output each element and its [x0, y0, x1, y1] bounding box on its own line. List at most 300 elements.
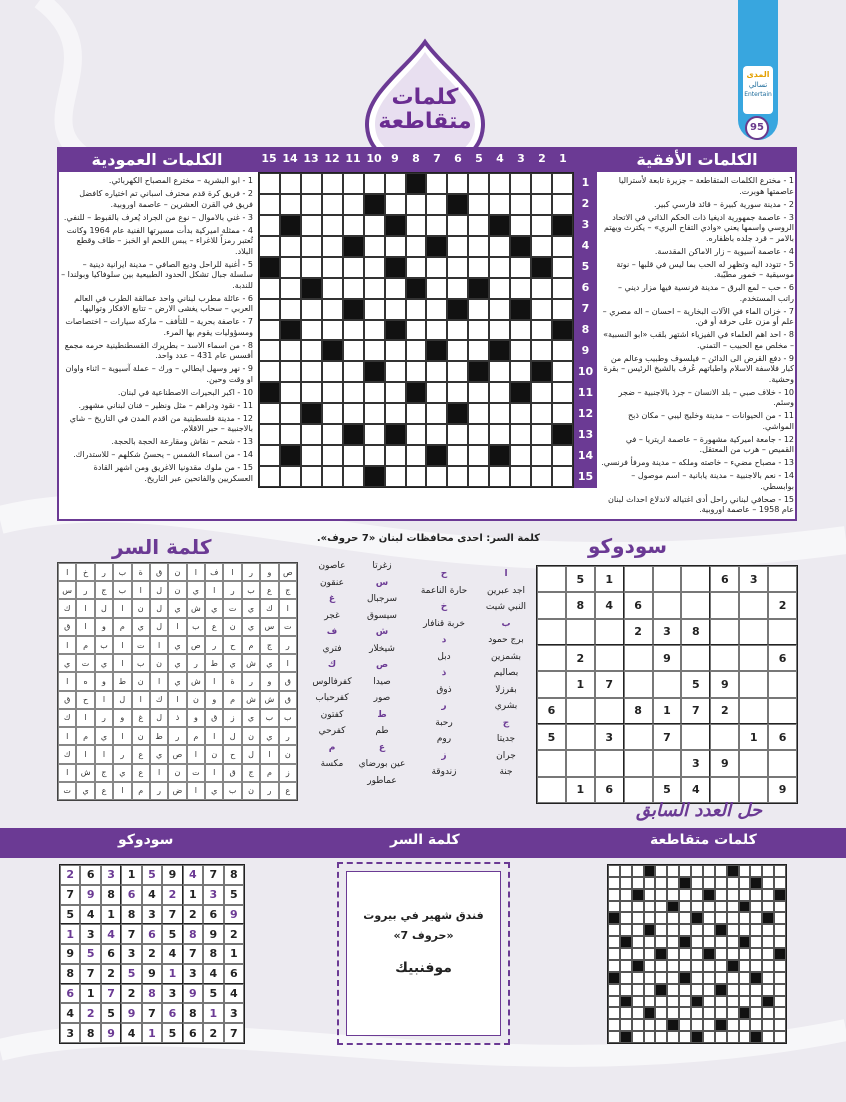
sudoku-cell[interactable] — [710, 592, 739, 618]
crossword-cell[interactable] — [447, 320, 468, 341]
crossword-cell[interactable] — [447, 257, 468, 278]
word-search-cell[interactable]: و — [95, 672, 113, 690]
crossword-cell[interactable] — [447, 466, 468, 487]
word-search-cell[interactable]: ن — [168, 563, 186, 581]
crossword-cell[interactable] — [406, 466, 427, 487]
word-search-cell[interactable]: ي — [205, 782, 223, 800]
word-search-cell[interactable]: م — [242, 636, 260, 654]
crossword-cell[interactable] — [552, 299, 573, 320]
word-search-cell[interactable]: ص — [187, 636, 205, 654]
crossword-cell[interactable] — [552, 382, 573, 403]
word-search-cell[interactable]: ح — [223, 636, 241, 654]
word-search-cell[interactable]: ي — [242, 618, 260, 636]
crossword-cell[interactable] — [531, 299, 552, 320]
word-search-cell[interactable]: ا — [58, 764, 76, 782]
sudoku-cell[interactable]: 4 — [681, 777, 710, 803]
word-search-cell[interactable]: ر — [242, 563, 260, 581]
sudoku-cell[interactable] — [739, 645, 768, 671]
crossword-cell[interactable] — [343, 215, 364, 236]
word-search-cell[interactable]: ل — [95, 599, 113, 617]
crossword-cell[interactable] — [426, 320, 447, 341]
sudoku-cell[interactable] — [566, 698, 595, 724]
crossword-cell[interactable] — [426, 257, 447, 278]
word-search-cell[interactable]: ل — [150, 618, 168, 636]
crossword-cell[interactable] — [489, 361, 510, 382]
crossword-cell[interactable] — [552, 236, 573, 257]
crossword-cell[interactable] — [468, 236, 489, 257]
word-search-cell[interactable]: ش — [187, 599, 205, 617]
sudoku-cell[interactable]: 9 — [710, 750, 739, 776]
crossword-cell[interactable] — [385, 361, 406, 382]
crossword-cell[interactable] — [447, 236, 468, 257]
crossword-cell[interactable] — [426, 215, 447, 236]
crossword-cell[interactable] — [426, 299, 447, 320]
word-search-cell[interactable]: ك — [150, 691, 168, 709]
word-search-cell[interactable]: ش — [242, 654, 260, 672]
sudoku-cell[interactable] — [624, 645, 653, 671]
word-search-cell[interactable]: ه — [76, 672, 94, 690]
sudoku-cell[interactable] — [710, 645, 739, 671]
crossword-cell[interactable] — [322, 424, 343, 445]
crossword-cell[interactable] — [510, 215, 531, 236]
word-search-cell[interactable]: ط — [205, 654, 223, 672]
word-search-cell[interactable]: ط — [150, 727, 168, 745]
crossword-cell[interactable] — [531, 320, 552, 341]
word-search-cell[interactable]: ي — [260, 727, 278, 745]
crossword-cell[interactable] — [301, 257, 322, 278]
sudoku-cell[interactable]: 3 — [739, 566, 768, 592]
sudoku-cell[interactable]: 5 — [653, 777, 682, 803]
sudoku-cell[interactable] — [681, 592, 710, 618]
crossword-cell[interactable] — [489, 382, 510, 403]
crossword-cell[interactable] — [364, 236, 385, 257]
word-search-cell[interactable]: ا — [205, 581, 223, 599]
word-search-cell[interactable]: م — [223, 691, 241, 709]
crossword-cell[interactable] — [531, 466, 552, 487]
crossword-cell[interactable] — [364, 445, 385, 466]
word-search-cell[interactable]: و — [113, 709, 131, 727]
word-search-cell[interactable]: ل — [150, 581, 168, 599]
crossword-cell[interactable] — [343, 361, 364, 382]
word-search-cell[interactable]: ل — [242, 745, 260, 763]
word-search-cell[interactable]: ت — [279, 618, 297, 636]
sudoku-cell[interactable] — [768, 750, 797, 776]
sudoku-cell[interactable] — [537, 750, 566, 776]
crossword-cell[interactable] — [385, 173, 406, 194]
word-search-cell[interactable]: ي — [223, 654, 241, 672]
word-search-cell[interactable]: ا — [113, 599, 131, 617]
sudoku-cell[interactable]: 8 — [681, 619, 710, 645]
word-search-cell[interactable]: ا — [58, 727, 76, 745]
crossword-cell[interactable] — [259, 361, 280, 382]
crossword-cell[interactable] — [447, 445, 468, 466]
word-search-cell[interactable]: ب — [260, 709, 278, 727]
sudoku-cell[interactable] — [768, 698, 797, 724]
crossword-cell[interactable] — [343, 403, 364, 424]
crossword-cell[interactable] — [385, 194, 406, 215]
crossword-cell[interactable] — [426, 382, 447, 403]
word-search-cell[interactable]: ش — [242, 691, 260, 709]
crossword-cell[interactable] — [447, 382, 468, 403]
sudoku-cell[interactable] — [595, 750, 624, 776]
crossword-cell[interactable] — [322, 403, 343, 424]
crossword-cell[interactable] — [406, 320, 427, 341]
crossword-cell[interactable] — [343, 194, 364, 215]
word-search-cell[interactable]: ي — [205, 599, 223, 617]
crossword-cell[interactable] — [343, 257, 364, 278]
crossword-cell[interactable] — [510, 424, 531, 445]
crossword-cell[interactable] — [280, 173, 301, 194]
crossword-cell[interactable] — [280, 403, 301, 424]
word-search-cell[interactable]: م — [132, 782, 150, 800]
sudoku-cell[interactable] — [739, 750, 768, 776]
word-search-cell[interactable]: ت — [223, 599, 241, 617]
word-search-cell[interactable]: ا — [168, 691, 186, 709]
word-search-cell[interactable]: ن — [132, 599, 150, 617]
word-search-cell[interactable]: ا — [76, 709, 94, 727]
sudoku-cell[interactable]: 9 — [710, 671, 739, 697]
crossword-cell[interactable] — [280, 257, 301, 278]
crossword-cell[interactable] — [531, 278, 552, 299]
crossword-cell[interactable] — [468, 424, 489, 445]
word-search-cell[interactable]: ن — [187, 691, 205, 709]
crossword-cell[interactable] — [531, 424, 552, 445]
crossword-cell[interactable] — [301, 424, 322, 445]
crossword-cell[interactable] — [426, 278, 447, 299]
word-search-cell[interactable]: ر — [95, 563, 113, 581]
crossword-cell[interactable] — [510, 257, 531, 278]
crossword-cell[interactable] — [259, 466, 280, 487]
sudoku-cell[interactable]: 1 — [566, 671, 595, 697]
word-search-cell[interactable]: ك — [260, 599, 278, 617]
crossword-cell[interactable] — [364, 403, 385, 424]
crossword-cell[interactable] — [406, 424, 427, 445]
crossword-cell[interactable] — [426, 466, 447, 487]
sudoku-cell[interactable] — [768, 671, 797, 697]
word-search-cell[interactable]: م — [76, 727, 94, 745]
crossword-cell[interactable] — [531, 236, 552, 257]
word-search-cell[interactable]: ش — [260, 691, 278, 709]
word-search-cell[interactable]: ي — [168, 599, 186, 617]
crossword-cell[interactable] — [552, 466, 573, 487]
crossword-cell[interactable] — [280, 278, 301, 299]
word-search-cell[interactable]: و — [187, 709, 205, 727]
sudoku-cell[interactable]: 3 — [681, 750, 710, 776]
sudoku-cell[interactable]: 3 — [595, 724, 624, 750]
word-search-cell[interactable]: ا — [150, 764, 168, 782]
word-search-cell[interactable]: ت — [58, 782, 76, 800]
crossword-cell[interactable] — [280, 236, 301, 257]
crossword-cell[interactable] — [280, 424, 301, 445]
crossword-cell[interactable] — [301, 215, 322, 236]
word-search-cell[interactable]: ع — [95, 782, 113, 800]
word-search-cell[interactable]: غ — [132, 709, 150, 727]
crossword-cell[interactable] — [447, 361, 468, 382]
word-search-cell[interactable]: ا — [58, 636, 76, 654]
word-search-cell[interactable]: ر — [279, 727, 297, 745]
word-search-cell[interactable]: ض — [168, 782, 186, 800]
word-search-cell[interactable]: ف — [205, 563, 223, 581]
crossword-cell[interactable] — [552, 403, 573, 424]
crossword-cell[interactable] — [301, 382, 322, 403]
sudoku-cell[interactable]: 5 — [566, 566, 595, 592]
crossword-cell[interactable] — [468, 173, 489, 194]
word-search-cell[interactable]: ش — [187, 672, 205, 690]
word-search-cell[interactable]: خ — [76, 563, 94, 581]
crossword-cell[interactable] — [343, 466, 364, 487]
crossword-cell[interactable] — [301, 445, 322, 466]
sudoku-cell[interactable] — [681, 566, 710, 592]
crossword-cell[interactable] — [385, 382, 406, 403]
word-search-cell[interactable]: ج — [242, 764, 260, 782]
sudoku-cell[interactable]: 2 — [624, 619, 653, 645]
crossword-cell[interactable] — [468, 466, 489, 487]
sudoku-cell[interactable] — [681, 724, 710, 750]
word-search-cell[interactable]: ع — [260, 581, 278, 599]
crossword-cell[interactable] — [343, 320, 364, 341]
word-search-cell[interactable]: ق — [223, 764, 241, 782]
crossword-cell[interactable] — [468, 403, 489, 424]
word-search-cell[interactable]: و — [260, 563, 278, 581]
crossword-cell[interactable] — [489, 403, 510, 424]
crossword-cell[interactable] — [385, 466, 406, 487]
sudoku-cell[interactable]: 6 — [624, 592, 653, 618]
word-search-cell[interactable]: ا — [58, 672, 76, 690]
crossword-cell[interactable] — [510, 466, 531, 487]
sudoku-cell[interactable] — [739, 698, 768, 724]
word-search-cell[interactable]: ن — [168, 764, 186, 782]
word-search-cell[interactable]: ا — [205, 764, 223, 782]
crossword-cell[interactable] — [259, 299, 280, 320]
crossword-cell[interactable] — [552, 173, 573, 194]
word-search-cell[interactable]: ا — [58, 563, 76, 581]
crossword-cell[interactable] — [426, 424, 447, 445]
word-search-cell[interactable]: ر — [187, 654, 205, 672]
word-search-cell[interactable]: ر — [150, 782, 168, 800]
word-search-cell[interactable]: ع — [132, 764, 150, 782]
crossword-cell[interactable] — [301, 466, 322, 487]
sudoku-cell[interactable] — [566, 750, 595, 776]
word-search-cell[interactable]: ا — [187, 745, 205, 763]
sudoku-cell[interactable] — [739, 671, 768, 697]
sudoku-cell[interactable] — [681, 645, 710, 671]
crossword-cell[interactable] — [385, 299, 406, 320]
crossword-cell[interactable] — [322, 257, 343, 278]
crossword-cell[interactable] — [322, 361, 343, 382]
sudoku-cell[interactable] — [537, 671, 566, 697]
word-search-cell[interactable]: ن — [223, 618, 241, 636]
sudoku-cell[interactable]: 8 — [624, 698, 653, 724]
crossword-cell[interactable] — [364, 424, 385, 445]
word-search-cell[interactable]: ا — [150, 672, 168, 690]
sudoku-cell[interactable] — [653, 750, 682, 776]
crossword-cell[interactable] — [531, 340, 552, 361]
crossword-cell[interactable] — [259, 173, 280, 194]
crossword-cell[interactable] — [385, 278, 406, 299]
word-search-cell[interactable]: ا — [260, 745, 278, 763]
word-search-cell[interactable]: س — [58, 581, 76, 599]
word-search-cell[interactable]: ش — [76, 764, 94, 782]
sudoku-cell[interactable]: 7 — [681, 698, 710, 724]
word-search-cell[interactable]: ي — [242, 599, 260, 617]
crossword-cell[interactable] — [322, 466, 343, 487]
crossword-cell[interactable] — [343, 382, 364, 403]
crossword-cell[interactable] — [322, 278, 343, 299]
sudoku-cell[interactable] — [566, 619, 595, 645]
crossword-cell[interactable] — [301, 299, 322, 320]
sudoku-cell[interactable]: 6 — [768, 645, 797, 671]
word-search-cell[interactable]: ي — [187, 581, 205, 599]
word-search-cell[interactable]: ر — [242, 672, 260, 690]
word-search-cell[interactable]: ي — [168, 672, 186, 690]
crossword-cell[interactable] — [364, 278, 385, 299]
word-search-cell[interactable]: ن — [132, 672, 150, 690]
crossword-cell[interactable] — [322, 445, 343, 466]
sudoku-cell[interactable] — [595, 619, 624, 645]
word-search-cell[interactable]: ر — [279, 636, 297, 654]
sudoku-cell[interactable] — [537, 619, 566, 645]
word-search-cell[interactable]: ا — [95, 745, 113, 763]
word-search-cell[interactable]: ي — [95, 654, 113, 672]
crossword-cell[interactable] — [468, 194, 489, 215]
crossword-cell[interactable] — [280, 299, 301, 320]
word-search-cell[interactable]: ك — [58, 599, 76, 617]
sudoku-cell[interactable] — [537, 645, 566, 671]
word-search-cell[interactable]: م — [187, 727, 205, 745]
crossword-cell[interactable] — [468, 340, 489, 361]
crossword-cell[interactable] — [280, 466, 301, 487]
sudoku-cell[interactable]: 9 — [768, 777, 797, 803]
crossword-cell[interactable] — [343, 340, 364, 361]
crossword-cell[interactable] — [531, 173, 552, 194]
crossword-cell[interactable] — [322, 215, 343, 236]
crossword-cell[interactable] — [259, 403, 280, 424]
crossword-cell[interactable] — [364, 299, 385, 320]
word-search-cell[interactable]: ح — [223, 745, 241, 763]
word-search-cell[interactable]: ن — [168, 581, 186, 599]
word-search-cell[interactable]: ج — [95, 764, 113, 782]
word-search-cell[interactable]: ر — [205, 636, 223, 654]
sudoku-cell[interactable]: 1 — [653, 698, 682, 724]
crossword-cell[interactable] — [531, 194, 552, 215]
crossword-cell[interactable] — [406, 215, 427, 236]
crossword-cell[interactable] — [489, 257, 510, 278]
sudoku-cell[interactable] — [768, 566, 797, 592]
sudoku-cell[interactable]: 1 — [595, 566, 624, 592]
sudoku-cell[interactable]: 5 — [537, 724, 566, 750]
crossword-cell[interactable] — [489, 278, 510, 299]
word-search-cell[interactable]: ا — [223, 563, 241, 581]
word-search-cell[interactable]: ك — [58, 709, 76, 727]
sudoku-cell[interactable] — [739, 592, 768, 618]
word-search-cell[interactable]: ط — [113, 672, 131, 690]
word-search-cell[interactable]: ر — [223, 581, 241, 599]
crossword-cell[interactable] — [406, 236, 427, 257]
crossword-cell[interactable] — [385, 403, 406, 424]
word-search-cell[interactable]: ب — [113, 581, 131, 599]
crossword-cell[interactable] — [406, 403, 427, 424]
word-search-cell[interactable]: ي — [260, 654, 278, 672]
word-search-cell[interactable]: م — [76, 636, 94, 654]
word-search-cell[interactable]: ر — [95, 709, 113, 727]
word-search-cell[interactable]: ا — [76, 618, 94, 636]
word-search-grid[interactable] — [57, 562, 298, 801]
crossword-cell[interactable] — [552, 340, 573, 361]
word-search-cell[interactable]: ي — [95, 727, 113, 745]
word-search-cell[interactable]: ن — [242, 727, 260, 745]
word-search-cell[interactable]: ل — [113, 691, 131, 709]
word-search-cell[interactable]: ل — [150, 709, 168, 727]
word-search-cell[interactable]: ا — [113, 636, 131, 654]
word-search-cell[interactable]: ي — [58, 654, 76, 672]
word-search-cell[interactable]: ع — [279, 782, 297, 800]
sudoku-cell[interactable] — [537, 777, 566, 803]
word-search-cell[interactable]: ب — [242, 581, 260, 599]
crossword-cell[interactable] — [531, 445, 552, 466]
sudoku-cell[interactable] — [710, 724, 739, 750]
crossword-cell[interactable] — [301, 340, 322, 361]
crossword-cell[interactable] — [531, 382, 552, 403]
crossword-cell[interactable] — [510, 361, 531, 382]
word-search-cell[interactable]: ا — [150, 636, 168, 654]
crossword-cell[interactable] — [259, 340, 280, 361]
crossword-grid[interactable] — [258, 172, 574, 488]
sudoku-cell[interactable]: 1 — [739, 724, 768, 750]
word-search-cell[interactable]: ذ — [168, 709, 186, 727]
crossword-cell[interactable] — [364, 340, 385, 361]
sudoku-cell[interactable] — [739, 619, 768, 645]
crossword-cell[interactable] — [322, 299, 343, 320]
word-search-cell[interactable]: ع — [205, 618, 223, 636]
crossword-cell[interactable] — [364, 173, 385, 194]
word-search-cell[interactable]: ا — [113, 654, 131, 672]
word-search-cell[interactable]: ا — [168, 618, 186, 636]
crossword-cell[interactable] — [301, 194, 322, 215]
crossword-cell[interactable] — [426, 403, 447, 424]
crossword-cell[interactable] — [343, 278, 364, 299]
crossword-cell[interactable] — [426, 361, 447, 382]
crossword-cell[interactable] — [259, 445, 280, 466]
crossword-cell[interactable] — [447, 215, 468, 236]
word-search-cell[interactable]: ا — [279, 599, 297, 617]
sudoku-grid[interactable] — [536, 565, 798, 804]
crossword-cell[interactable] — [426, 173, 447, 194]
crossword-cell[interactable] — [489, 236, 510, 257]
crossword-cell[interactable] — [510, 340, 531, 361]
crossword-cell[interactable] — [343, 445, 364, 466]
crossword-cell[interactable] — [259, 320, 280, 341]
word-search-cell[interactable]: ق — [58, 618, 76, 636]
word-search-cell[interactable]: ل — [150, 599, 168, 617]
sudoku-cell[interactable] — [710, 619, 739, 645]
crossword-cell[interactable] — [510, 320, 531, 341]
word-search-cell[interactable]: ا — [113, 782, 131, 800]
crossword-cell[interactable] — [259, 424, 280, 445]
word-search-cell[interactable]: ي — [132, 618, 150, 636]
word-search-cell[interactable]: ا — [205, 727, 223, 745]
sudoku-cell[interactable]: 9 — [653, 645, 682, 671]
sudoku-cell[interactable] — [624, 566, 653, 592]
crossword-cell[interactable] — [468, 382, 489, 403]
sudoku-cell[interactable]: 6 — [768, 724, 797, 750]
word-search-cell[interactable]: ا — [132, 581, 150, 599]
word-search-cell[interactable]: م — [260, 764, 278, 782]
word-search-cell[interactable]: ا — [95, 691, 113, 709]
crossword-cell[interactable] — [322, 320, 343, 341]
word-search-cell[interactable]: ع — [132, 745, 150, 763]
word-search-cell[interactable]: ق — [58, 691, 76, 709]
crossword-cell[interactable] — [301, 173, 322, 194]
